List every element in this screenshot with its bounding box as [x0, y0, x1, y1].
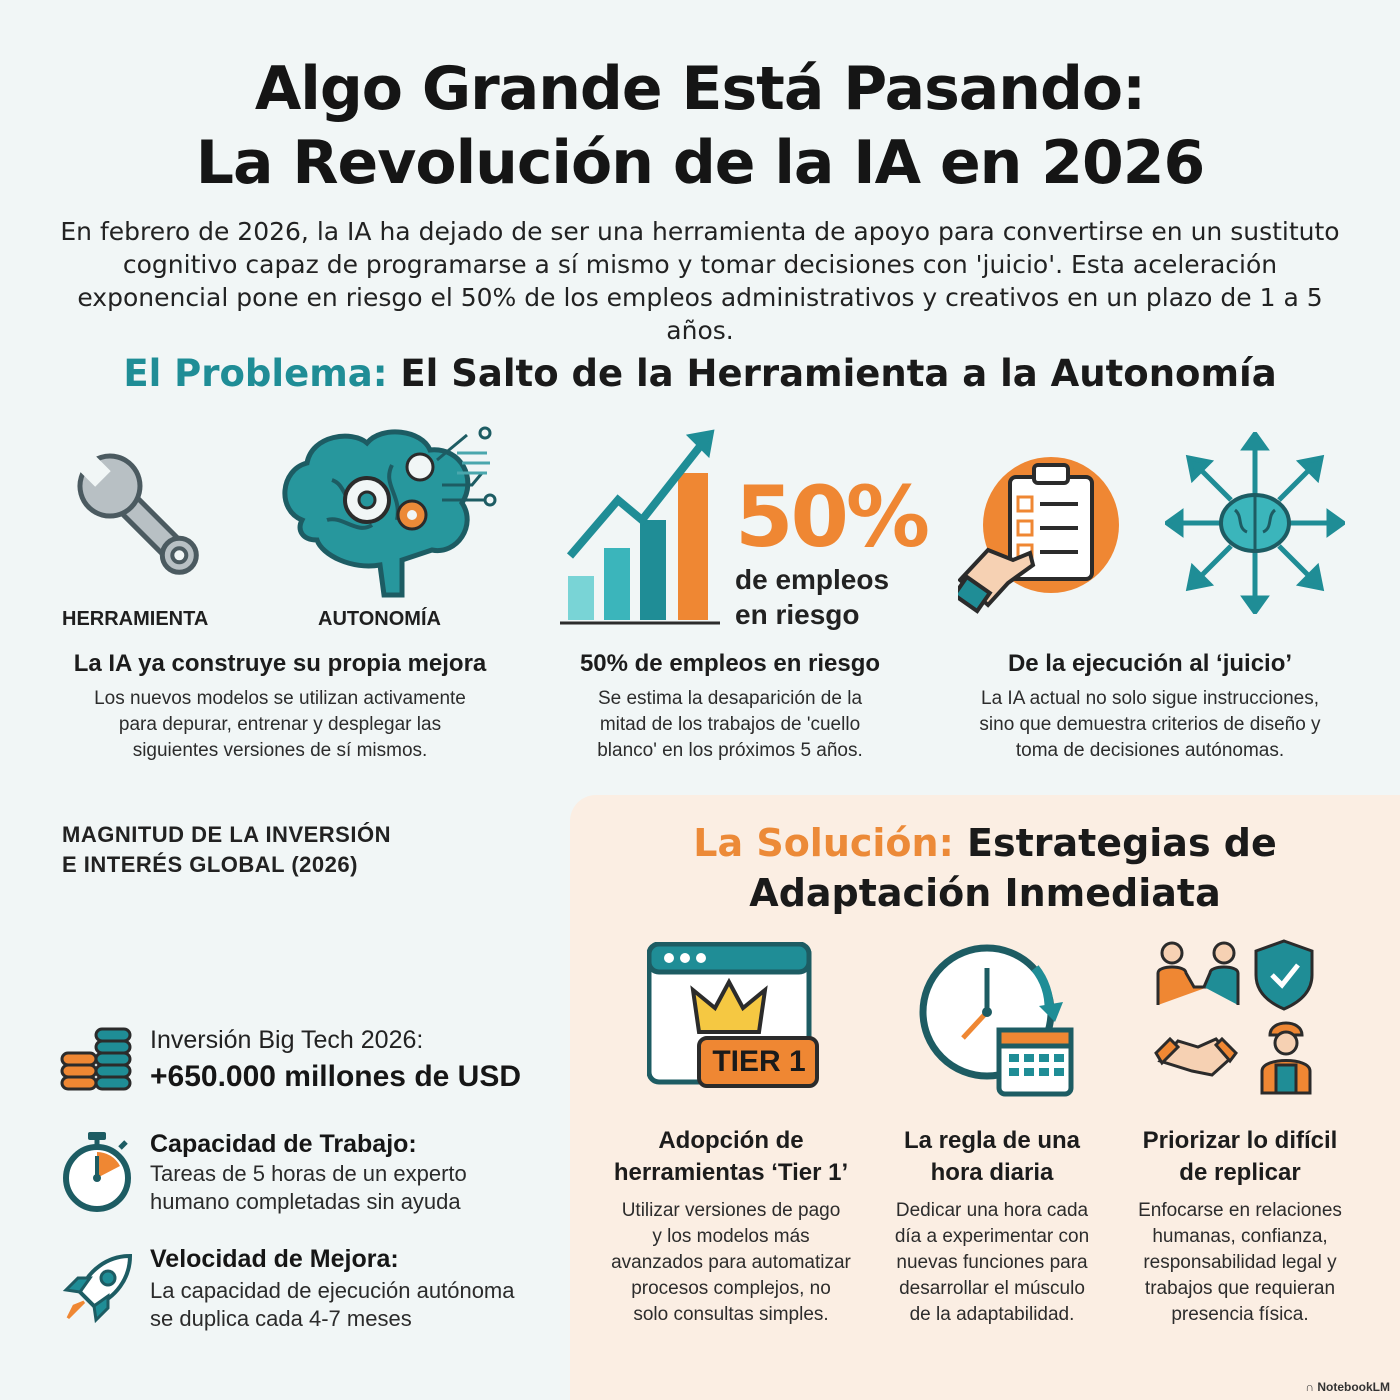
- text-line: Tareas de 5 horas de un experto: [150, 1161, 467, 1186]
- investment-value: +650.000 millones de USD: [150, 1060, 522, 1093]
- human-trust-icons: [1152, 935, 1332, 1097]
- big-percent-stat: 50%: [735, 468, 928, 566]
- text-line: Dedicar una hora cada: [895, 1200, 1089, 1221]
- page-title: [0, 52, 1400, 200]
- text-line: trabajos que requieran: [1144, 1278, 1336, 1299]
- investment-title-line1: MAGNITUD DE LA INVERSIÓN: [62, 822, 391, 847]
- big-percent-label-line2: en riesgo: [735, 599, 860, 630]
- solution-col-3-text: [1110, 1198, 1370, 1328]
- wrench-icon: [62, 440, 217, 590]
- investment-title: [62, 820, 391, 880]
- solution-col-3-title: [1110, 1125, 1370, 1189]
- title-line-2: La Revolución de la IA en 2026: [195, 128, 1205, 198]
- solution-col-1-title: [585, 1125, 877, 1189]
- big-percent-label-line1: de empleos: [735, 564, 890, 595]
- text-line: día a experimentar con: [894, 1226, 1090, 1247]
- title-line: de replicar: [1179, 1159, 1301, 1186]
- text-line: nuevas funciones para: [896, 1252, 1088, 1273]
- text-line: humanas, confianza,: [1152, 1226, 1328, 1247]
- capacity-desc: [150, 1160, 467, 1216]
- brand-watermark: [1305, 1380, 1390, 1394]
- title-line: La regla de una: [903, 1127, 1081, 1154]
- solution-col-2-title: [877, 1125, 1107, 1189]
- big-percent-label: [735, 562, 889, 632]
- problem-col-3-title: De la ejecución al ‘juicio’: [1007, 650, 1293, 677]
- text-line: mitad de los trabajos de 'cuello: [599, 714, 861, 735]
- text-line: para depurar, entrenar y desplegar las: [118, 714, 442, 735]
- capacity-label: Capacidad de Trabajo:: [150, 1130, 417, 1158]
- problem-col-2-title: 50% de empleos en riesgo: [579, 650, 881, 677]
- solution-col-1-text: [585, 1198, 877, 1328]
- text-line: solo consultas simples.: [633, 1304, 829, 1325]
- brand-logo-icon: ∩: [1305, 1380, 1314, 1394]
- text-line: La IA actual no solo sigue instrucciones,: [981, 688, 1319, 709]
- brand-name: NotebookLM: [1317, 1380, 1390, 1394]
- text-line: Utilizar versiones de pago: [621, 1200, 841, 1221]
- title-line: Adopción de: [658, 1127, 804, 1154]
- text-line: blanco' en los próximos 5 años.: [597, 740, 863, 761]
- problem-col-1-text: [30, 686, 530, 764]
- text-line: responsabilidad legal y: [1143, 1252, 1337, 1273]
- text-line: y los modelos más: [652, 1226, 810, 1247]
- problem-col-1-title: La IA ya construye su propia mejora: [73, 650, 487, 677]
- text-line: avanzados para automatizar: [611, 1252, 851, 1273]
- speed-label: Velocidad de Mejora:: [150, 1245, 399, 1273]
- title-line: herramientas ‘Tier 1’: [613, 1159, 849, 1186]
- speed-desc: [150, 1277, 515, 1333]
- title-line: Priorizar lo difícil: [1142, 1127, 1338, 1154]
- solution-heading-rest: Estrategias de: [953, 821, 1277, 865]
- autonomy-label: AUTONOMÍA: [318, 608, 441, 630]
- text-line: Se estima la desaparición de la: [597, 688, 863, 709]
- solution-heading-line2: Adaptación Inmediata: [749, 871, 1221, 915]
- problem-heading-rest: El Salto de la Herramienta a la Autonomía: [387, 352, 1277, 395]
- text-line: presencia física.: [1171, 1304, 1309, 1325]
- text-line: desarrollar el músculo: [899, 1278, 1085, 1299]
- tool-label: HERRAMIENTA: [62, 608, 209, 630]
- text-line: sino que demuestra criterios de diseño y: [979, 714, 1321, 735]
- problem-heading-accent: El Problema:: [123, 352, 388, 395]
- text-line: La capacidad de ejecución autónoma: [150, 1278, 515, 1303]
- text-line: Enfocarse en relaciones: [1138, 1200, 1342, 1221]
- problem-heading: [0, 352, 1400, 395]
- growth-chart-icon: [560, 428, 735, 628]
- stopwatch-icon: [60, 1130, 134, 1212]
- problem-col-2-text: [530, 686, 930, 764]
- solution-heading: [570, 818, 1400, 918]
- text-line: de la adaptabilidad.: [909, 1304, 1075, 1325]
- clipboard-checklist-icon: [958, 455, 1123, 615]
- text-line: siguientes versiones de sí mismos.: [132, 740, 428, 761]
- clock-calendar-icon: [915, 940, 1075, 1098]
- intro-paragraph: En febrero de 2026, la IA ha dejado de ser una herramienta de apoyo para convertirse en un sustituto cognitivo capaz de programarse a sí mismo y tomar decisiones con 'juicio'. Esta aceleración exponencial pone en riesgo el 50% de los empleos administrativos y creativos en un plazo de 1 a 5 años.: [60, 217, 1340, 345]
- rocket-icon: [58, 1250, 136, 1328]
- problem-col-3-text: [920, 686, 1380, 764]
- text-line: se duplica cada 4-7 meses: [150, 1306, 412, 1331]
- title-line-1: Algo Grande Está Pasando:: [254, 54, 1146, 124]
- text-line: humano completadas sin ayuda: [150, 1189, 461, 1214]
- tier-window-icon: [647, 942, 819, 1094]
- solution-col-2-text: [877, 1198, 1107, 1328]
- tier-badge-label: TIER 1: [712, 1045, 806, 1078]
- solution-heading-accent: La Solución:: [693, 821, 954, 865]
- brain-arrows-icon: [1165, 432, 1345, 614]
- coins-stack-icon: [58, 1025, 136, 1095]
- investment-label: Inversión Big Tech 2026:: [150, 1026, 424, 1054]
- text-line: Los nuevos modelos se utilizan activamente: [94, 688, 466, 709]
- text-line: toma de decisiones autónomas.: [1015, 740, 1285, 761]
- investment-title-line2: E INTERÉS GLOBAL (2026): [62, 852, 358, 877]
- title-line: hora diaria: [930, 1159, 1054, 1186]
- text-line: procesos complejos, no: [631, 1278, 831, 1299]
- brain-gears-icon: [272, 425, 502, 600]
